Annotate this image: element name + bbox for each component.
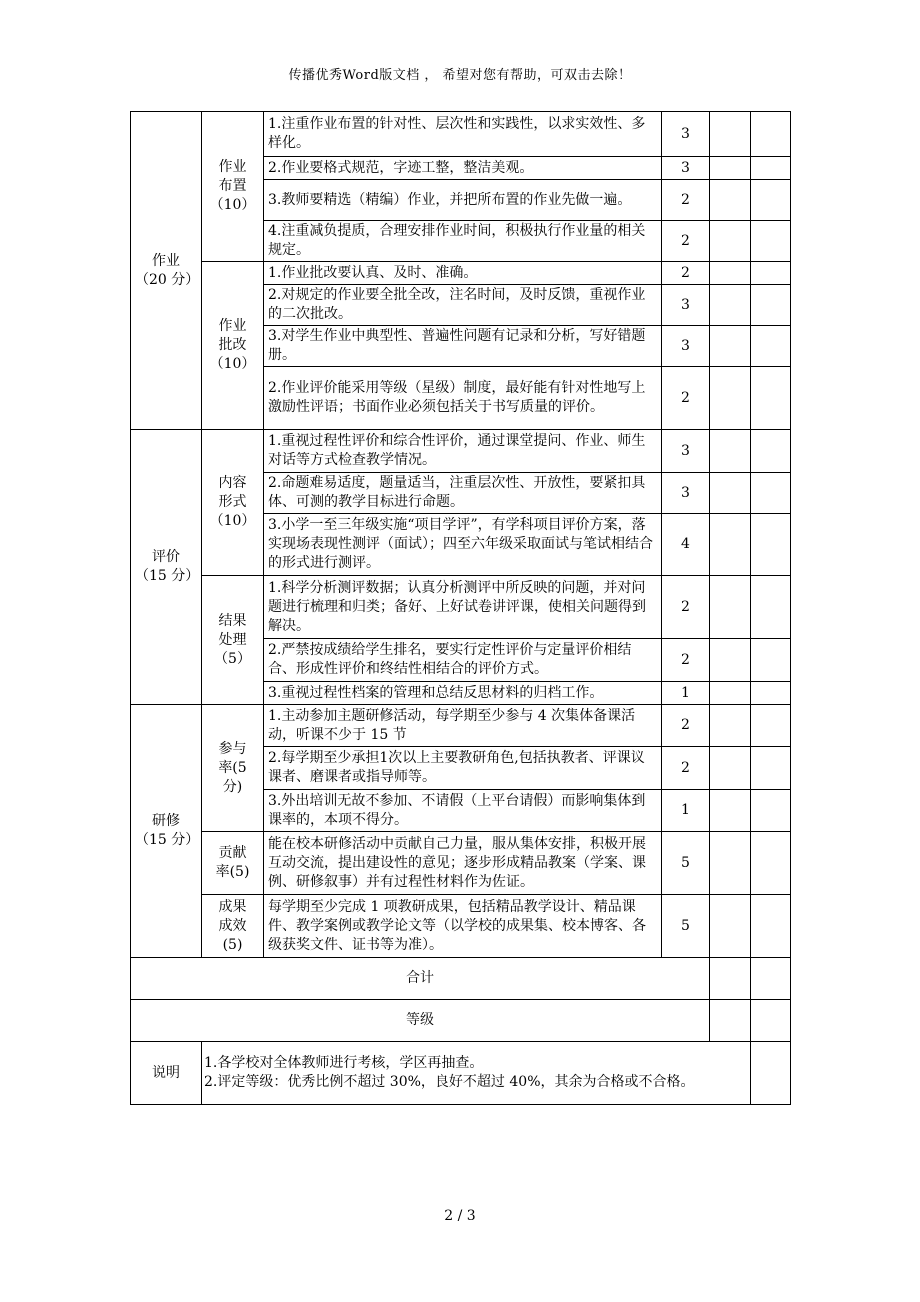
- total-review-cell: [751, 958, 791, 1000]
- criterion-text: 3.小学一至三年级实施“项目学评”，有学科项目评价方案，落实现场表现性测评（面试）；四至六年级采取面试与笔试相结合的形式进行测评。: [264, 514, 662, 576]
- self-score-cell: [710, 895, 751, 958]
- category-research: 研修 （15 分）: [131, 705, 202, 958]
- criterion-text: 2.作业评价能采用等级（星级）制度，最好能有针对性地写上激励性评语；书面作业必须包括关于书写质量的评价。: [264, 367, 662, 430]
- category-evaluation: 评价 （15 分）: [131, 430, 202, 705]
- criterion-score: 5: [662, 832, 710, 895]
- criterion-text: 4.注重减负提质，合理安排作业时间，积极执行作业量的相关规定。: [264, 221, 662, 262]
- review-score-cell: [751, 430, 791, 473]
- criterion-score: 3: [662, 326, 710, 367]
- grade-self-cell: [710, 1000, 751, 1042]
- review-score-cell: [751, 367, 791, 430]
- self-score-cell: [710, 430, 751, 473]
- criterion-score: 2: [662, 180, 710, 221]
- criterion-score: 3: [662, 473, 710, 514]
- grade-review-cell: [751, 1000, 791, 1042]
- notes-line: 1.各学校对全体教师进行考核，学区再抽查。: [204, 1055, 484, 1071]
- review-score-cell: [751, 157, 791, 180]
- subcategory-evaluation-result: 结果 处理 （5）: [202, 576, 264, 705]
- criterion-text: 2.命题难易适度，题量适当，注重层次性、开放性，要紧扣具体、可测的教学目标进行命题。: [264, 473, 662, 514]
- review-score-cell: [751, 747, 791, 790]
- criterion-score: 1: [662, 790, 710, 832]
- criterion-text: 3.对学生作业中典型性、普遍性问题有记录和分析，写好错题册。: [264, 326, 662, 367]
- self-score-cell: [710, 639, 751, 682]
- notes-label: 说明: [131, 1042, 202, 1105]
- self-score-cell: [710, 112, 751, 157]
- criterion-score: 2: [662, 576, 710, 639]
- criterion-text: 1.作业批改要认真、及时、准确。: [264, 262, 662, 285]
- review-score-cell: [751, 895, 791, 958]
- self-score-cell: [710, 367, 751, 430]
- criterion-text: 2.作业要格式规范，字迹工整，整洁美观。: [264, 157, 662, 180]
- criterion-score: 2: [662, 639, 710, 682]
- criterion-score: 3: [662, 112, 710, 157]
- criterion-text: 1.主动参加主题研修活动，每学期至少参与 4 次集体备课活动，听课不少于 15 节: [264, 705, 662, 747]
- criterion-score: 3: [662, 285, 710, 326]
- self-score-cell: [710, 180, 751, 221]
- review-score-cell: [751, 285, 791, 326]
- self-score-cell: [710, 790, 751, 832]
- self-score-cell: [710, 221, 751, 262]
- criterion-score: 2: [662, 262, 710, 285]
- review-score-cell: [751, 180, 791, 221]
- criterion-text: 3.外出培训无故不参加、不请假（上平台请假）而影响集体到课率的，本项不得分。: [264, 790, 662, 832]
- total-self-cell: [710, 958, 751, 1000]
- criterion-text: 1.注重作业布置的针对性、层次性和实践性，以求实效性、多样化。: [264, 112, 662, 157]
- criterion-text: 3.教师要精选（精编）作业，并把所布置的作业先做一遍。: [264, 180, 662, 221]
- criterion-score: 5: [662, 895, 710, 958]
- review-score-cell: [751, 832, 791, 895]
- category-homework: 作业 （20 分）: [131, 112, 202, 430]
- page-number: 2 / 3: [444, 1208, 476, 1224]
- criterion-score: 3: [662, 157, 710, 180]
- notes-empty-cell: [751, 1042, 791, 1105]
- total-label: 合计: [131, 958, 710, 1000]
- criterion-score: 2: [662, 705, 710, 747]
- review-score-cell: [751, 473, 791, 514]
- review-score-cell: [751, 705, 791, 747]
- grade-label: 等级: [131, 1000, 710, 1042]
- evaluation-table: [130, 111, 791, 1105]
- subcategory-evaluation-content: 内容 形式 （10）: [202, 430, 264, 576]
- review-score-cell: [751, 514, 791, 576]
- notes-line: 2.评定等级：优秀比例不超过 30%，良好不超过 40%，其余为合格或不合格。: [204, 1074, 695, 1090]
- review-score-cell: [751, 639, 791, 682]
- criterion-text: 2.严禁按成绩给学生排名，要实行定性评价与定量评价相结合、形成性评价和终结性相结合的评价方式。: [264, 639, 662, 682]
- criterion-text: 2.对规定的作业要全批全改，注名时间，及时反馈，重视作业的二次批改。: [264, 285, 662, 326]
- criterion-text: 3.重视过程性档案的管理和总结反思材料的归档工作。: [264, 682, 662, 705]
- criterion-score: 4: [662, 514, 710, 576]
- self-score-cell: [710, 157, 751, 180]
- review-score-cell: [751, 112, 791, 157]
- subcategory-homework-assign: 作业 布置 （10）: [202, 112, 264, 262]
- criterion-score: 3: [662, 430, 710, 473]
- review-score-cell: [751, 790, 791, 832]
- review-score-cell: [751, 262, 791, 285]
- notes-content: [202, 1042, 751, 1105]
- self-score-cell: [710, 576, 751, 639]
- self-score-cell: [710, 326, 751, 367]
- criterion-text: 每学期至少完成 1 项教研成果，包括精品教学设计、精品课件、教学案例或教学论文等（以学校的成果集、校本博客、各级获奖文件、证书等为准）。: [264, 895, 662, 958]
- criterion-text: 2.每学期至少承担1次以上主要教研角色,包括执教者、评课议课者、磨课者或指导师等。: [264, 747, 662, 790]
- criterion-score: 1: [662, 682, 710, 705]
- page-header: 传播优秀Word版文档 ， 希望对您有帮助，可双击去除！: [288, 68, 632, 83]
- criterion-text: 1.科学分析测评数据；认真分析测评中所反映的问题，并对问题进行梳理和归类；备好、上好试卷讲评课，使相关问题得到解决。: [264, 576, 662, 639]
- criterion-score: 2: [662, 747, 710, 790]
- subcategory-research-contribution: 贡献 率(5): [202, 832, 264, 895]
- review-score-cell: [751, 682, 791, 705]
- subcategory-homework-correct: 作业 批改 （10）: [202, 262, 264, 430]
- review-score-cell: [751, 221, 791, 262]
- self-score-cell: [710, 514, 751, 576]
- self-score-cell: [710, 705, 751, 747]
- self-score-cell: [710, 285, 751, 326]
- self-score-cell: [710, 262, 751, 285]
- criterion-text: 能在校本研修活动中贡献自己力量，服从集体安排，积极开展互动交流，提出建设性的意见；逐步形成精品教案（学案、课例、研修叙事）并有过程性材料作为佐证。: [264, 832, 662, 895]
- self-score-cell: [710, 747, 751, 790]
- criterion-score: 2: [662, 367, 710, 430]
- review-score-cell: [751, 326, 791, 367]
- criterion-text: 1.重视过程性评价和综合性评价，通过课堂提问、作业、师生对话等方式检查教学情况。: [264, 430, 662, 473]
- review-score-cell: [751, 576, 791, 639]
- self-score-cell: [710, 682, 751, 705]
- subcategory-research-achievement: 成果 成效 (5): [202, 895, 264, 958]
- subcategory-research-participation: 参与 率(5 分): [202, 705, 264, 832]
- self-score-cell: [710, 832, 751, 895]
- criterion-score: 2: [662, 221, 710, 262]
- self-score-cell: [710, 473, 751, 514]
